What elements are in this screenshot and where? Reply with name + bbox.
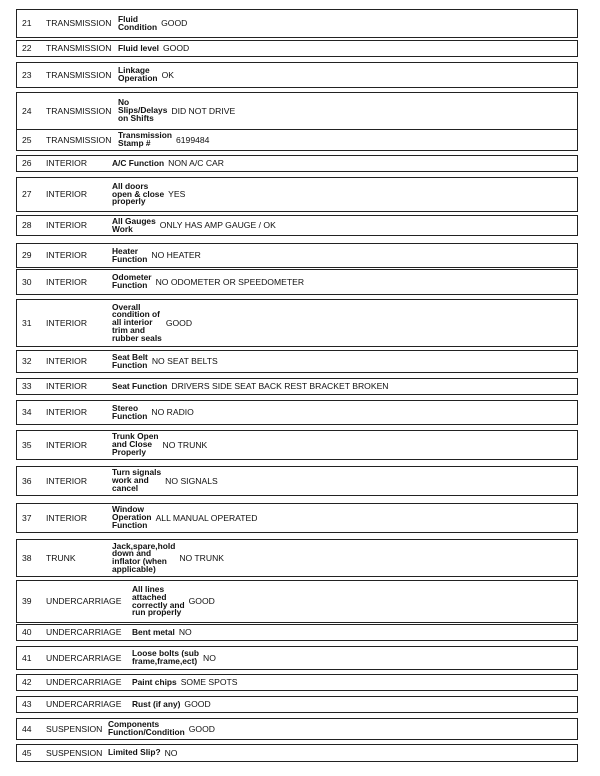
- table-row: [16, 299, 578, 347]
- table-row: [16, 129, 578, 151]
- row-value: GOOD: [188, 723, 216, 734]
- row-item: All Gauges Work: [112, 215, 156, 234]
- table-row: [16, 466, 578, 496]
- row-item: Bent metal: [132, 626, 175, 637]
- table-row: [16, 40, 578, 57]
- row-value: NO ODOMETER OR SPEEDOMETER: [155, 276, 305, 287]
- row-value: GOOD: [161, 18, 188, 29]
- row-number: 40: [22, 627, 32, 638]
- row-value: NO SIGNALS: [165, 475, 218, 486]
- row-value: ALL MANUAL OPERATED: [155, 512, 258, 523]
- row-section: INTERIOR: [46, 317, 88, 328]
- row-number: 36: [22, 475, 32, 486]
- row-value: GOOD: [184, 699, 211, 710]
- row-item: Window Operation Function: [112, 504, 152, 530]
- row-item: Transmission Stamp #: [118, 130, 172, 148]
- row-section: UNDERCARRIAGE: [46, 627, 122, 638]
- table-row: [16, 580, 578, 623]
- row-value: NO HEATER: [151, 250, 201, 261]
- row-value: NON A/C CAR: [168, 158, 224, 169]
- row-value: NO: [164, 747, 178, 758]
- row-section: TRANSMISSION: [46, 69, 112, 80]
- row-section: INTERIOR: [46, 356, 88, 367]
- row-number: 21: [22, 18, 32, 29]
- row-section: INTERIOR: [46, 475, 88, 486]
- row-value: NO: [203, 652, 216, 663]
- row-section: TRANSMISSION: [46, 105, 112, 116]
- row-item: Odometer Function: [112, 272, 152, 290]
- row-number: 42: [22, 677, 32, 688]
- row-value: DID NOT DRIVE: [171, 105, 236, 116]
- row-number: 38: [22, 552, 32, 563]
- table-row: [16, 350, 578, 373]
- row-number: 30: [22, 276, 32, 287]
- table-row: [16, 215, 578, 236]
- row-section: INTERIOR: [46, 381, 88, 392]
- row-section: SUSPENSION: [46, 747, 103, 758]
- row-value: DRIVERS SIDE SEAT BACK REST BRACKET BROKEN: [171, 381, 389, 392]
- row-value: NO RADIO: [151, 407, 194, 418]
- row-value: OK: [161, 69, 174, 80]
- row-number: 32: [22, 356, 32, 367]
- table-row: [16, 378, 578, 395]
- row-number: 39: [22, 596, 32, 607]
- row-value: ONLY HAS AMP GAUGE / OK: [159, 220, 276, 231]
- row-section: INTERIOR: [46, 276, 88, 287]
- row-section: INTERIOR: [46, 189, 88, 200]
- row-value: NO TRUNK: [179, 552, 225, 563]
- table-row: [16, 624, 578, 641]
- row-section: UNDERCARRIAGE: [46, 677, 122, 688]
- row-item: Linkage Operation: [118, 65, 158, 83]
- row-section: INTERIOR: [46, 407, 88, 418]
- row-item: Heater Function: [112, 245, 148, 264]
- row-item: Seat Belt Function: [112, 351, 148, 370]
- row-number: 26: [22, 158, 32, 169]
- row-section: INTERIOR: [46, 250, 88, 261]
- row-section: TRANSMISSION: [46, 134, 112, 145]
- row-number: 34: [22, 407, 32, 418]
- row-number: 43: [22, 699, 32, 710]
- row-item: Turn signals work and cancel: [112, 467, 162, 493]
- row-section: INTERIOR: [46, 220, 88, 231]
- row-number: 28: [22, 220, 32, 231]
- row-section: TRANSMISSION: [46, 18, 112, 29]
- table-row: [16, 718, 578, 740]
- row-section: SUSPENSION: [46, 723, 103, 734]
- row-section: INTERIOR: [46, 158, 88, 169]
- table-row: [16, 9, 578, 38]
- row-section: UNDERCARRIAGE: [46, 652, 122, 663]
- table-row: [16, 269, 578, 295]
- row-number: 22: [22, 43, 32, 54]
- table-row: [16, 674, 578, 691]
- row-number: 41: [22, 652, 32, 663]
- row-item: Fluid level: [118, 42, 159, 53]
- row-number: 35: [22, 439, 32, 450]
- row-section: UNDERCARRIAGE: [46, 596, 122, 607]
- row-item: Jack,spare,hold down and inflator (when applicable): [112, 540, 176, 574]
- table-row: [16, 400, 578, 425]
- row-number: 33: [22, 381, 32, 392]
- row-section: INTERIOR: [46, 512, 88, 523]
- row-number: 27: [22, 189, 32, 200]
- row-item: All lines attached correctly and run properly: [132, 584, 185, 618]
- row-item: Loose bolts (sub frame,frame,ect): [132, 648, 199, 666]
- row-value: NO: [178, 627, 192, 638]
- row-value: GOOD: [165, 317, 193, 328]
- row-section: INTERIOR: [46, 439, 88, 450]
- row-item: A/C Function: [112, 157, 165, 168]
- row-item: Components Function/Condition: [108, 719, 185, 737]
- table-row: [16, 430, 578, 460]
- row-value: GOOD: [188, 596, 215, 607]
- row-item: Paint chips: [132, 676, 177, 687]
- row-section: TRUNK: [46, 552, 76, 563]
- row-item: Limited Slip?: [108, 747, 161, 758]
- row-value: GOOD: [162, 43, 190, 54]
- row-number: 45: [22, 747, 32, 758]
- row-number: 37: [22, 512, 32, 523]
- row-value: YES: [168, 189, 186, 200]
- table-row: [16, 696, 578, 713]
- row-item: Overall condition of all interior trim and rubber seals: [112, 301, 162, 343]
- row-item: Trunk Open and Close Properly: [112, 431, 159, 457]
- row-item: Rust (if any): [132, 698, 181, 709]
- table-row: [16, 243, 578, 268]
- table-row: [16, 539, 578, 577]
- row-section: TRANSMISSION: [46, 43, 112, 54]
- table-row: [16, 646, 578, 670]
- row-item: Seat Function: [112, 380, 168, 391]
- table-row: [16, 62, 578, 88]
- row-number: 23: [22, 69, 32, 80]
- table-row: [16, 92, 578, 130]
- row-number: 31: [22, 317, 32, 328]
- row-item: No Slips/Delays on Shifts: [118, 97, 168, 123]
- table-row: [16, 744, 578, 762]
- row-value: 6199484: [176, 134, 210, 145]
- row-item: Fluid Condition: [118, 13, 158, 32]
- table-row: [16, 177, 578, 212]
- row-number: 24: [22, 105, 32, 116]
- row-item: All doors open & close properly: [112, 180, 165, 207]
- row-section: UNDERCARRIAGE: [46, 699, 122, 710]
- row-value: NO TRUNK: [162, 439, 208, 450]
- row-number: 29: [22, 250, 32, 261]
- row-value: SOME SPOTS: [180, 677, 238, 688]
- row-value: NO SEAT BELTS: [151, 356, 218, 367]
- table-row: [16, 503, 578, 533]
- row-number: 44: [22, 723, 32, 734]
- row-item: Stereo Function: [112, 402, 148, 421]
- table-row: [16, 155, 578, 172]
- row-number: 25: [22, 134, 32, 145]
